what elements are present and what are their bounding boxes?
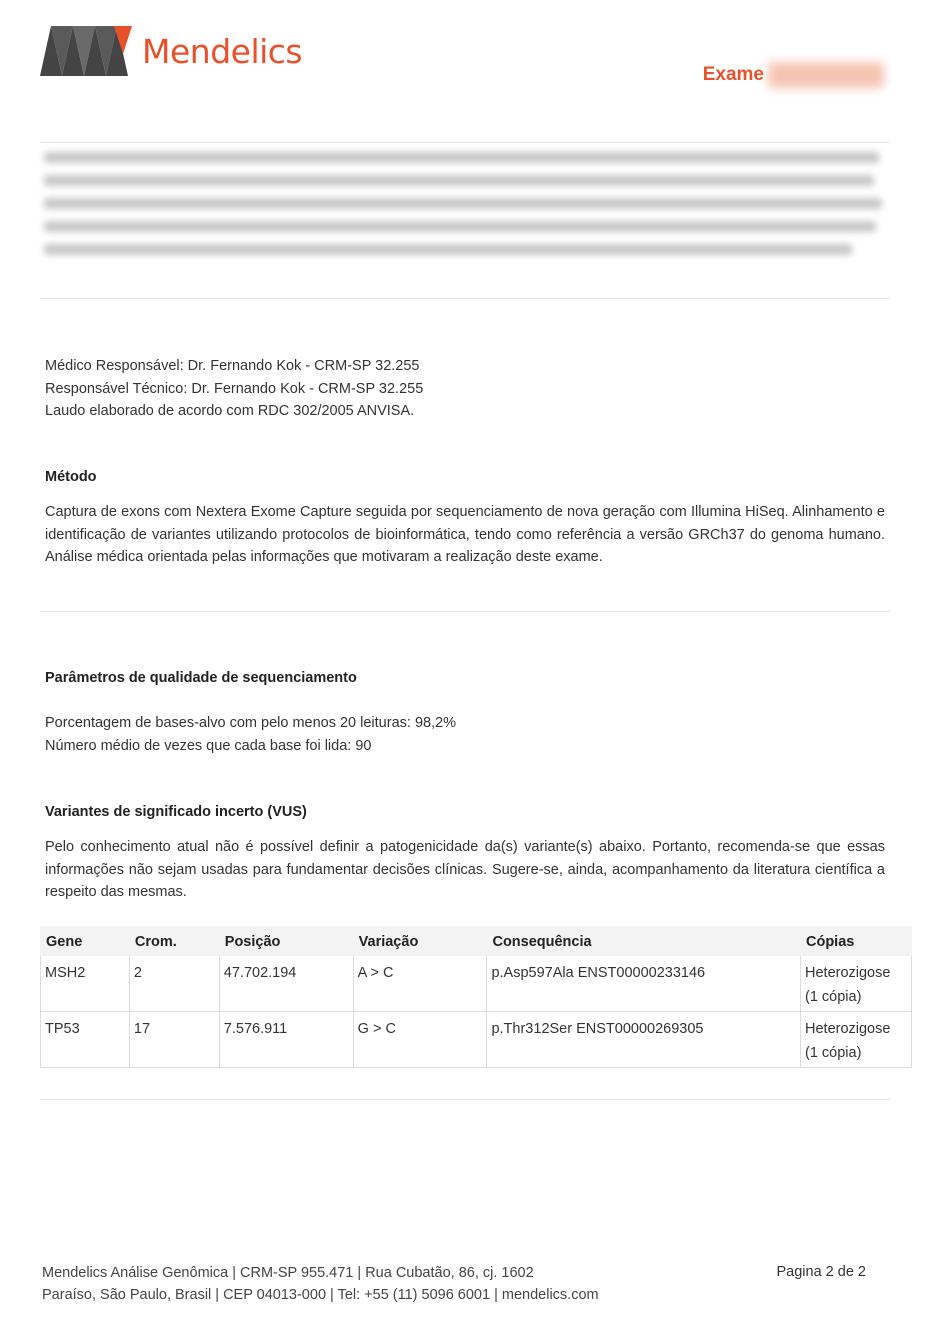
brand-name: Mendelics: [142, 31, 303, 71]
laudo-anvisa: Laudo elaborado de acordo com RDC 302/2005 ANVISA.: [45, 403, 415, 419]
cell-copias: [801, 1012, 912, 1068]
table-row: [41, 1012, 912, 1068]
copias-type: Heterozigose: [805, 965, 891, 981]
divider: [40, 298, 890, 299]
page-number: Pagina 2 de 2: [776, 1264, 866, 1280]
redacted-patient-info: [44, 152, 884, 267]
signatures-block: [45, 355, 423, 423]
table-row: [41, 956, 912, 1012]
cell-posicao: 47.702.194: [219, 956, 353, 1012]
divider: [40, 1099, 890, 1100]
cell-variacao: A > C: [353, 956, 487, 1012]
vus-title: Variantes de significado incerto (VUS): [45, 804, 307, 820]
mendelics-logo-icon: [40, 24, 132, 78]
metodo-body: Captura de exons com Nextera Exome Capture seguida por sequenciamento de nova geração com Illumina HiSeq. Alinhamento e identificação de variantes utilizando protocolos de bioinformática, tendo como referência a versão GRCh37 do genoma humano. Análise médica orientada pelas informações que motivaram a realização deste exame.: [45, 504, 885, 565]
divider: [40, 611, 890, 612]
col-crom: Crom.: [129, 927, 219, 956]
metodo-title: Método: [45, 469, 97, 485]
qualidade-profundidade: Número médio de vezes que cada base foi lida: 90: [45, 737, 372, 754]
cell-copias: [801, 956, 912, 1012]
col-posicao: Posição: [219, 927, 353, 956]
copias-detail: (1 cópia): [805, 1045, 862, 1061]
exam-label: Exame: [702, 64, 764, 85]
brand-logo: [40, 24, 302, 78]
copias-detail: (1 cópia): [805, 989, 862, 1005]
cell-gene: TP53: [41, 1012, 130, 1068]
cell-variacao: G > C: [353, 1012, 487, 1068]
vus-table-header: [41, 927, 912, 956]
medico-responsavel: Médico Responsável: Dr. Fernando Kok - CRM-SP 32.255: [45, 358, 420, 374]
col-variacao: Variação: [353, 927, 487, 956]
report-header: [0, 0, 926, 140]
footer-address: [42, 1262, 599, 1306]
col-consequencia: Consequência: [487, 927, 801, 956]
cell-consequencia: p.Thr312Ser ENST00000269305: [487, 1012, 801, 1068]
qualidade-cobertura: Porcentagem de bases-alvo com pelo menos 20 leituras: 98,2%: [45, 715, 457, 731]
cell-crom: 2: [129, 956, 219, 1012]
responsavel-tecnico: Responsável Técnico: Dr. Fernando Kok - CRM-SP 32.255: [45, 380, 424, 397]
cell-crom: 17: [129, 1012, 219, 1068]
divider: [40, 142, 890, 143]
cell-posicao: 7.576.911: [219, 1012, 353, 1068]
vus-body: Pelo conhecimento atual não é possível definir a patogenicidade da(s) variante(s) abaixo. Portanto, recomenda-se que essas informações não sejam usadas para fundamentar decisões clínicas. Sugere-se, ainda, acompanhamento da literatura científica a respeito das mesmas.: [45, 839, 885, 900]
cell-consequencia: p.Asp597Ala ENST00000233146: [487, 956, 801, 1012]
col-copias: Cópias: [801, 927, 912, 956]
qualidade-block: [45, 712, 456, 757]
footer-line-2: Paraíso, São Paulo, Brasil | CEP 04013-000 | Tel: +55 (11) 5096 6001 | mendelics.com: [42, 1287, 599, 1303]
qualidade-title: Parâmetros de qualidade de sequenciamento: [45, 670, 357, 686]
vus-table: [40, 926, 912, 1068]
cell-gene: MSH2: [41, 956, 130, 1012]
col-gene: Gene: [41, 927, 130, 956]
exam-id-redacted: [768, 62, 884, 88]
exam-identifier: [703, 62, 884, 88]
copias-type: Heterozigose: [805, 1021, 891, 1037]
footer-line-1: Mendelics Análise Genômica | CRM-SP 955.471 | Rua Cubatão, 86, cj. 1602: [42, 1265, 534, 1281]
